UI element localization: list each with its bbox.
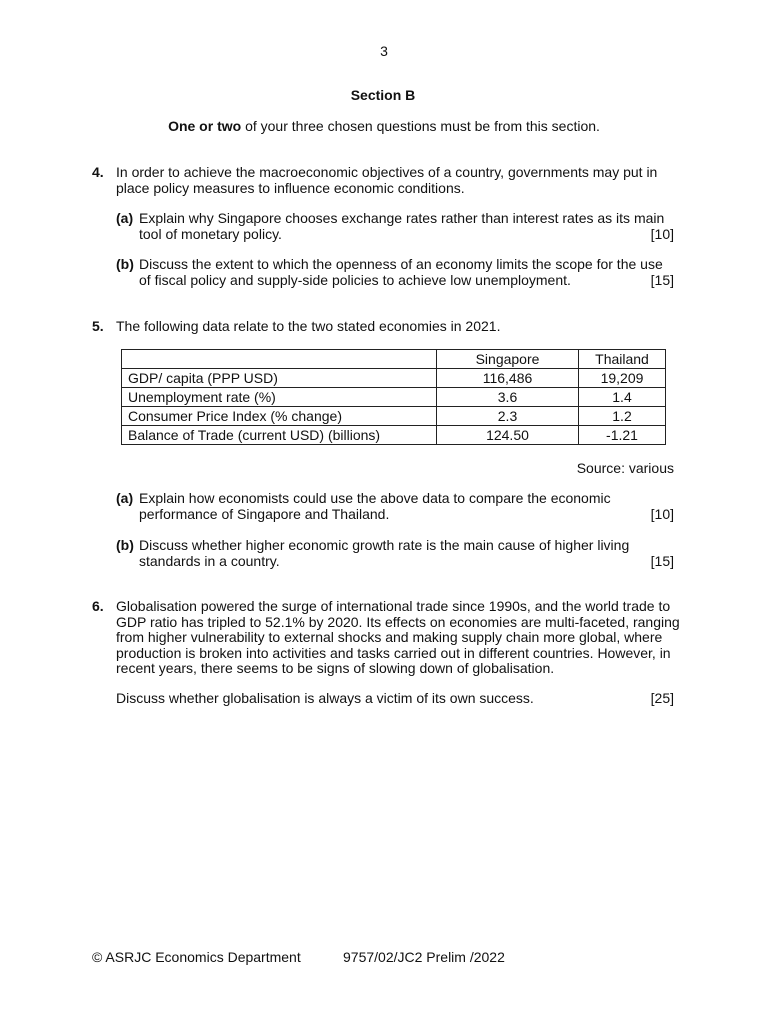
question-6-stem-line: GDP ratio has tripled to 52.1% by 2020. Its effects on economies are multi-faceted, ranging [116,613,680,630]
question-4a-line: tool of monetary policy. [139,225,282,242]
question-6-stem [116,598,680,677]
table-source: Source: various [576,460,674,476]
question-4-stem-line: In order to achieve the macroeconomic objectives of a country, governments may put in [116,164,658,180]
table-header-cell [122,350,437,369]
economic-data-table [121,349,666,445]
question-4-stem-line: place policy measures to influence economic conditions. [116,179,465,196]
table-row [122,388,666,407]
question-4b-line: of fiscal policy and supply-side policies to achieve low unemployment. [139,271,571,288]
table-row-label: Consumer Price Index (% change) [122,407,437,426]
table-cell: 124.50 [437,426,579,445]
question-4-number: 4. [92,164,104,180]
question-5a-line: Explain how economists could use the above data to compare the economic [139,490,611,506]
section-title: Section B [350,87,416,103]
instruction-emphasis: One or two [168,118,242,134]
question-6-stem-line: from higher vulnerability to external shocks and making supply chain more global, where [116,629,663,645]
table-cell: -1.21 [579,426,666,445]
footer-department: © ASRJC Economics Department [92,949,301,965]
question-6-stem-line: production is broken into activities and tasks carried out in different countries. However, in [116,644,671,661]
table-cell: 1.4 [579,388,666,407]
question-4b-marks: [15] [650,271,674,288]
table-row [122,426,666,445]
question-5a-marks: [10] [650,505,674,522]
question-5b-label: (b) [116,537,134,553]
question-6-question: Discuss whether globalisation is always a victim of its own success. [116,690,534,706]
question-5b-text [139,538,674,569]
table-header-thailand: Thailand [579,350,666,369]
question-4a-text [139,211,674,242]
question-4-stem [116,165,674,196]
question-6-stem-line: Globalisation powered the surge of international trade since 1990s, and the world trade to [116,598,671,614]
footer-paper-code: 9757/02/JC2 Prelim /2022 [343,949,505,965]
question-5b-line: Discuss whether higher economic growth rate is the main cause of higher living [139,537,630,553]
question-6-marks: [25] [650,690,674,706]
table-cell: 1.2 [579,407,666,426]
question-4b-label: (b) [116,256,134,272]
question-4b-line: Discuss the extent to which the openness of an economy limits the scope for the use [139,256,663,272]
question-6-number: 6. [92,598,104,614]
table-row-label: GDP/ capita (PPP USD) [122,369,437,388]
question-5b-line: standards in a country. [139,552,280,569]
table-row-label: Unemployment rate (%) [122,388,437,407]
table-cell: 3.6 [437,388,579,407]
question-5a-line: performance of Singapore and Thailand. [139,505,390,522]
table-cell: 116,486 [437,369,579,388]
question-6-stem-line: recent years, there seems to be signs of slowing down of globalisation. [116,660,555,676]
table-header-singapore: Singapore [437,350,579,369]
table-row [122,369,666,388]
section-instruction [0,119,768,135]
question-5-stem: The following data relate to the two stated economies in 2021. [116,318,501,334]
question-5-number: 5. [92,318,104,334]
question-5b-marks: [15] [650,552,674,569]
question-5a-label: (a) [116,490,134,506]
table-cell: 19,209 [579,369,666,388]
question-5a-text [139,491,674,522]
question-4a-marks: [10] [650,225,674,242]
page-number: 3 [380,43,388,59]
table-header-row [122,350,666,369]
question-4a-label: (a) [116,210,134,226]
table-row-label: Balance of Trade (current USD) (billions) [122,426,437,445]
instruction-text: of your three chosen questions must be from this section. [241,118,600,134]
table-row [122,407,666,426]
question-4b-text [139,257,674,288]
table-cell: 2.3 [437,407,579,426]
question-6-prompt [116,691,674,707]
question-4a-line: Explain why Singapore chooses exchange rates rather than interest rates as its main [139,210,665,226]
